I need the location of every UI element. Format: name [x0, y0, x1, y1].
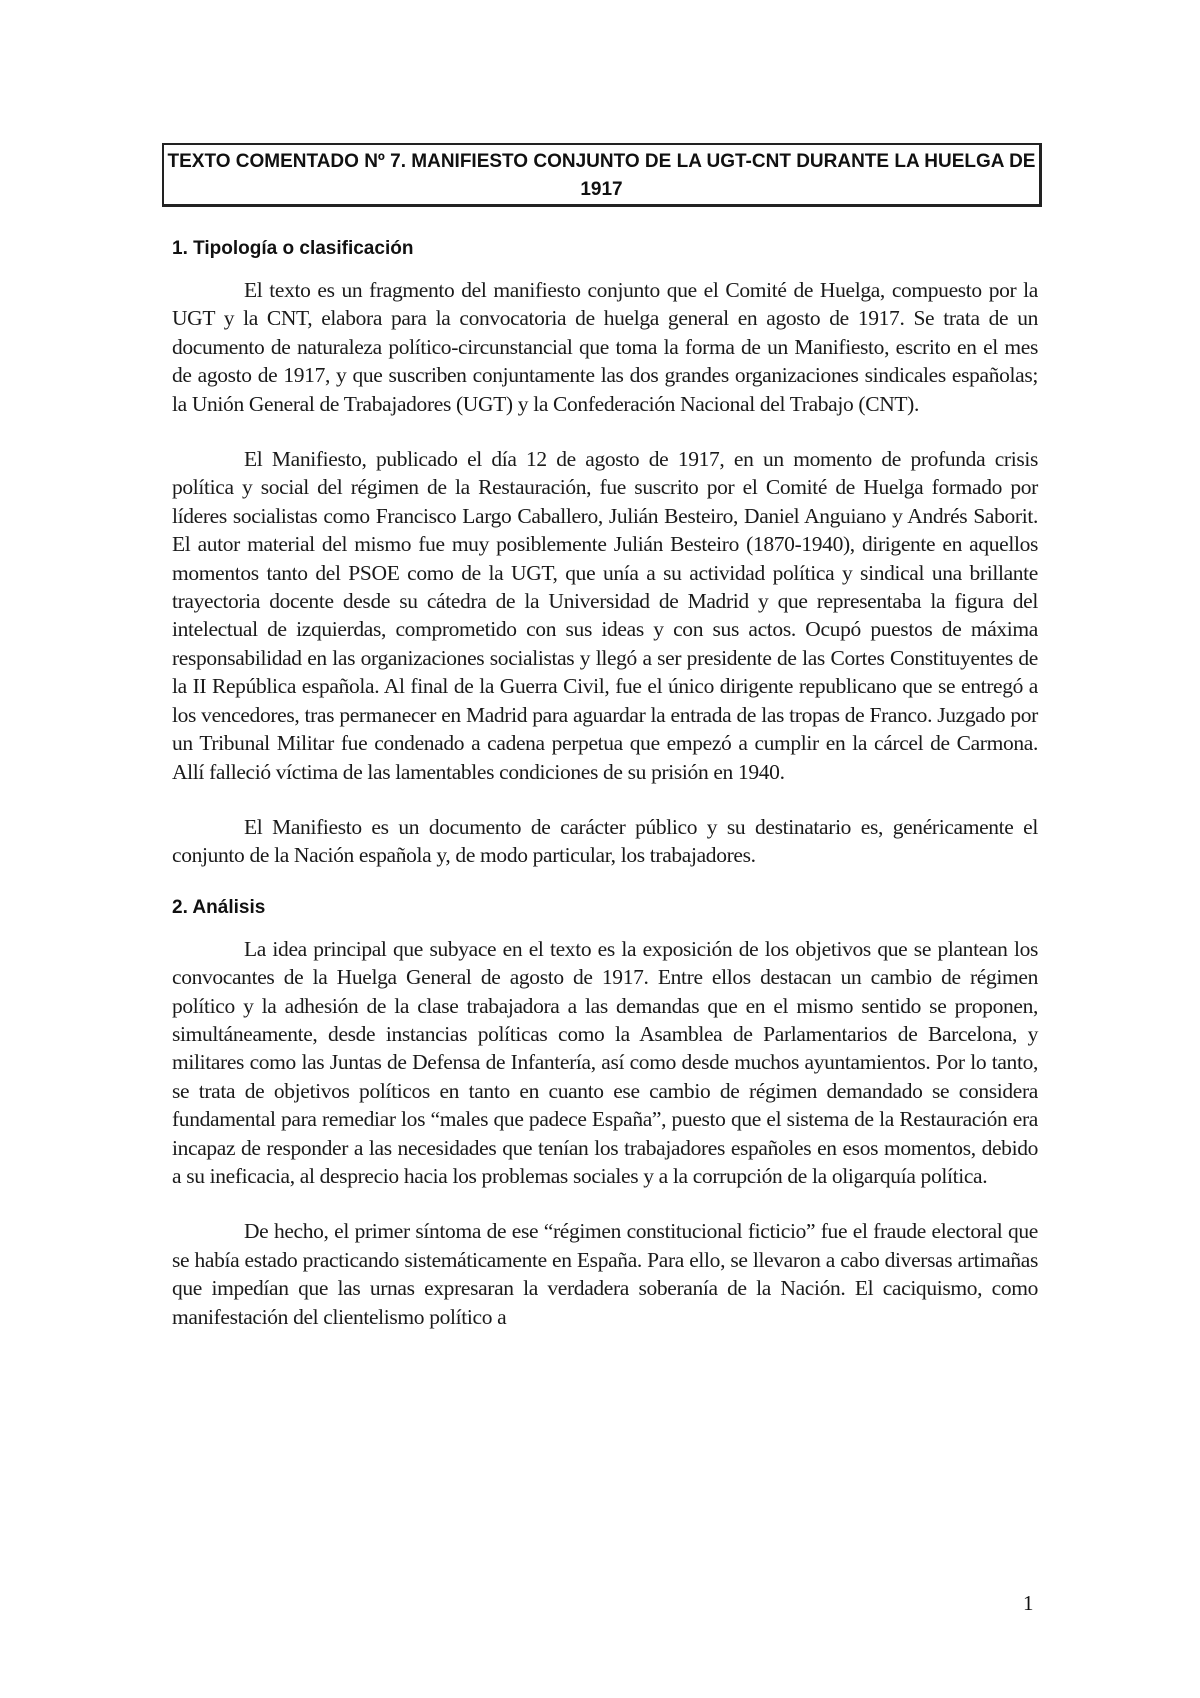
section-heading-analisis: 2. Análisis — [172, 896, 266, 918]
paragraph: El texto es un fragmento del manifiesto conjunto que el Comité de Huelga, compuesto por la UGT y la CNT, elabora para la convocatoria de huelga general en agosto de 1917. Se trata de un documento de naturaleza político-circunstancial que toma la forma de un Manifiesto, escrito en el mes de agosto de 1917, y que suscriben conjuntamente las dos grandes organizaciones sindicales españolas; la Unión General de Trabajadores (UGT) y la Confederación Nacional del Trabajo (CNT). — [172, 278, 1038, 416]
page-number: 1 — [1023, 1591, 1034, 1615]
document-body — [172, 230, 1038, 1358]
paragraph: De hecho, el primer síntoma de ese “régimen constitucional ficticio” fue el fraude electoral que se había estado practicando sistemáticamente en España. Para ello, se llevaron a cabo diversas artimañas que impedían que las urnas expresaran la verdadera soberanía de la Nación. El caciquismo, como manifestación del clientelismo político a — [172, 1219, 1038, 1329]
document-title: TEXTO COMENTADO Nº 7. MANIFIESTO CONJUNTO DE LA UGT-CNT DURANTE LA HUELGA DE 1917 — [162, 143, 1042, 207]
paragraph: La idea principal que subyace en el texto es la exposición de los objetivos que se plantean los convocantes de la Huelga General de agosto de 1917. Entre ellos destacan un cambio de régimen político y la adhesión de la clase trabajadora a las demandas que en el mismo sentido se proponen, simultáneamente, desde instancias políticas como la Asamblea de Parlamentarios de Barcelona, y militares como las Juntas de Defensa de Infantería, así como desde muchos ayuntamientos. Por lo tanto, se trata de objetivos políticos en tanto en cuanto ese cambio de régimen demandado se considera fundamental para remediar los “males que padece España”, puesto que el sistema de la Restauración era incapaz de responder a las necesidades que tenían los trabajadores españoles en esos momentos, debido a su ineficacia, al desprecio hacia los problemas sociales y a la corrupción de la oligarquía política. — [172, 936, 1038, 1188]
paragraph: El Manifiesto es un documento de carácter público y su destinatario es, genéricamente el conjunto de la Nación española y, de modo particular, los trabajadores. — [172, 814, 1038, 868]
section-heading-tipologia: 1. Tipología o clasificación — [172, 238, 414, 259]
paragraph: El Manifiesto, publicado el día 12 de agosto de 1917, en un momento de profunda crisis política y social del régimen de la Restauración, fue suscrito por el Comité de Huelga formado por líderes socialistas como Francisco Largo Caballero, Julián Besteiro, Daniel Anguiano y Andrés Saborit. El autor material del mismo fue muy posiblemente Julián Besteiro (1870-1940), dirigente en aquellos momentos tanto del PSOE como de la UGT, que unía a su actividad política y sindical una brillante trayectoria docente desde su cátedra de la Universidad de Madrid y que representaba la figura del intelectual de izquierdas, comprometido con sus ideas y con sus actos. Ocupó puestos de máxima responsabilidad en las organizaciones socialistas y llegó a ser presidente de las Cortes Constituyentes de la II República española. Al final de la Guerra Civil, fue el único dirigente republicano que se entregó a los vencedores, tras permanecer en Madrid para aguardar la entrada de las tropas de Franco. Juzgado por un Tribunal Militar fue condenado a cadena perpetua que empezó a cumplir en la cárcel de Carmona. Allí falleció víctima de las lamentables condiciones de su prisión en 1940. — [172, 447, 1038, 784]
